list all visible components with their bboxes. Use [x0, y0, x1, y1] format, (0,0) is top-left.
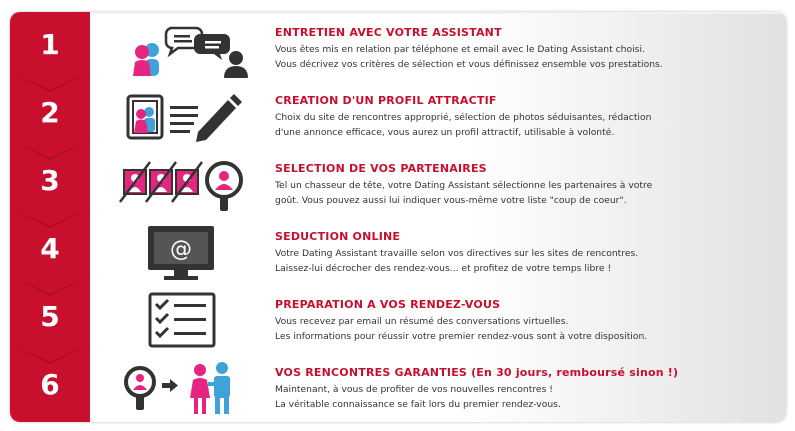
- conversation-icon: [118, 18, 258, 78]
- step-description: Choix du site de rencontres approprié, sélection de photos séduisantes, rédaction d'une annonce efficace, vous aurez un profil attractif, utilisable à volonté.: [275, 112, 652, 138]
- partner-selection-icon: [118, 154, 258, 214]
- step-description: Tel un chasseur de tête, votre Dating Assistant sélectionne les partenaires à votre goût. Vous pouvez aussi lui indiquer vous-même votre liste "coup de coeur".: [275, 180, 653, 206]
- step-title: ENTRETIEN AVEC VOTRE ASSISTANT: [275, 26, 502, 39]
- steps-panel: [10, 12, 786, 422]
- step-title: CREATION D'UN PROFIL ATTRACTIF: [275, 94, 497, 107]
- couple-meeting-icon: [118, 358, 258, 418]
- step-4-marker: [10, 218, 90, 286]
- step-row: [90, 150, 786, 218]
- step-description: Maintenant, à vous de profiter de vos nouvelles rencontres ! La véritable connaissance se fait lors du premier rendez-vous.: [275, 384, 561, 410]
- step-row: [90, 286, 786, 354]
- step-number: 3: [40, 164, 60, 197]
- profile-writing-icon: [118, 86, 258, 146]
- checklist-icon: [118, 290, 258, 350]
- step-number: 1: [40, 28, 60, 61]
- step-number: 5: [40, 300, 60, 333]
- step-number: 6: [40, 368, 60, 401]
- step-row: [90, 218, 786, 286]
- computer-at-icon: [118, 222, 258, 282]
- step-title: SELECTION DE VOS PARTENAIRES: [275, 162, 487, 175]
- step-number: 4: [40, 232, 60, 265]
- step-description: Votre Dating Assistant travaille selon vos directives sur les sites de rencontres. Laissez-lui décrocher des rendez-vous... et profitez de votre temps libre !: [275, 248, 639, 274]
- step-3-marker: [10, 150, 90, 218]
- step-description: Vous êtes mis en relation par téléphone et email avec le Dating Assistant choisi. Vous décrivez vos critères de sélection et vous définissez ensemble vos prestations.: [275, 44, 663, 70]
- step-1-marker: [10, 14, 90, 82]
- step-row: [90, 14, 786, 82]
- step-5-marker: [10, 286, 90, 354]
- step-row: [90, 354, 786, 422]
- step-row: [90, 82, 786, 150]
- step-number: 2: [40, 96, 60, 129]
- step-title: VOS RENCONTRES GARANTIES (En 30 jours, remboursé sinon !): [275, 366, 679, 379]
- step-title: PREPARATION A VOS RENDEZ-VOUS: [275, 298, 501, 311]
- step-description: Vous recevez par email un résumé des conversations virtuelles. Les informations pour réussir votre premier rendez-vous sont à votre disposition.: [275, 316, 648, 342]
- at-symbol: @: [170, 237, 192, 262]
- step-6-marker: [10, 354, 90, 422]
- step-title: SEDUCTION ONLINE: [275, 230, 401, 243]
- step-2-marker: [10, 82, 90, 150]
